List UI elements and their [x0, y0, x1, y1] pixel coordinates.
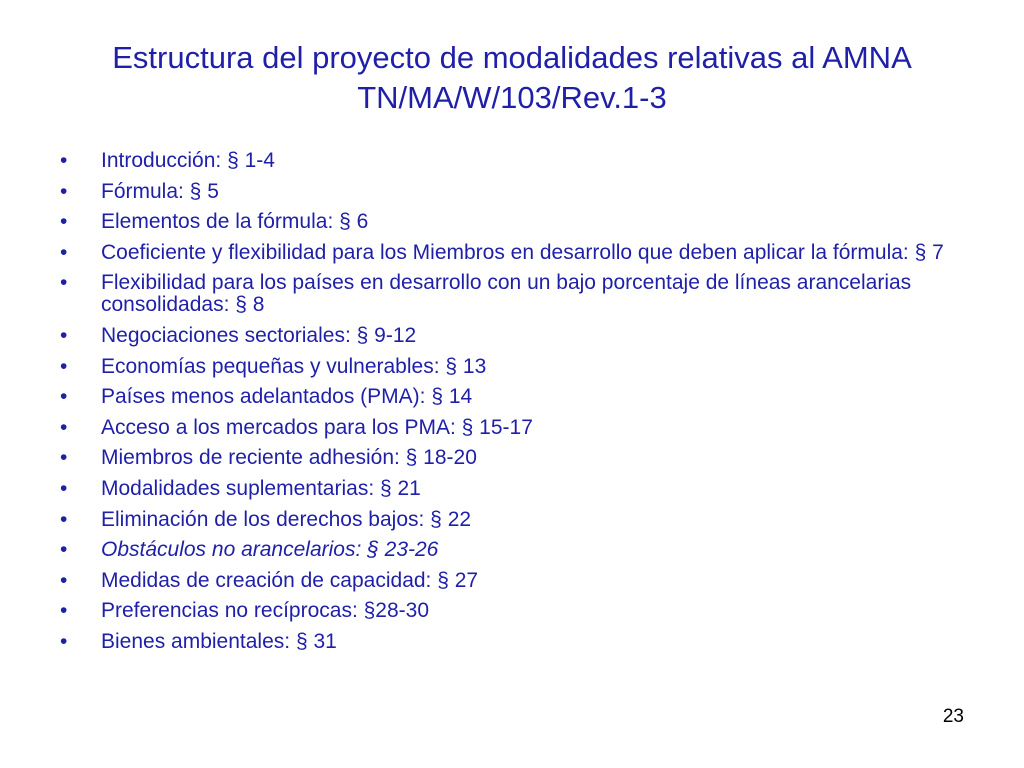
bullet-item [60, 509, 980, 531]
bullet-text: Economías pequeñas y vulnerables: § 13 [101, 354, 487, 378]
bullet-item [60, 447, 980, 469]
title-line-2: TN/MA/W/103/Rev.1-3 [357, 80, 667, 115]
bullet-item [60, 242, 980, 264]
bullet-icon: • [60, 476, 68, 500]
bullet-text: Bienes ambientales: § 31 [101, 629, 337, 653]
bullet-text: Flexibilidad para los países en desarrollo con un bajo porcentaje de líneas arancelarias consolidadas: § 8 [101, 271, 912, 317]
bullet-icon: • [60, 568, 68, 592]
bullet-icon: • [60, 149, 68, 172]
page-number: 23 [942, 706, 964, 727]
bullet-text: Países menos adelantados (PMA): § 14 [101, 385, 473, 409]
bullet-icon: • [60, 385, 68, 409]
bullet-icon: • [60, 179, 68, 203]
bullet-item [60, 539, 980, 561]
bullet-text: Eliminación de los derechos bajos: § 22 [101, 507, 472, 531]
bullet-text: Modalidades suplementarias: § 21 [101, 476, 421, 500]
bullet-icon: • [60, 415, 68, 439]
slide-title [40, 38, 984, 118]
bullet-item [60, 631, 980, 653]
title-line-1: Estructura del proyecto de modalidades relativas al AMNA [112, 40, 912, 75]
bullet-item [60, 570, 980, 592]
bullet-text: Miembros de reciente adhesión: § 18-20 [101, 446, 477, 470]
bullet-text: Medidas de creación de capacidad: § 27 [101, 568, 479, 592]
bullet-text: Obstáculos no arancelarios: § 23-26 [101, 538, 439, 562]
bullet-icon: • [60, 629, 68, 653]
bullet-icon: • [60, 240, 68, 264]
bullet-text: Negociaciones sectoriales: § 9-12 [101, 323, 417, 347]
bullet-item [60, 478, 980, 500]
bullet-icon: • [60, 599, 68, 623]
bullet-item [60, 272, 980, 316]
bullet-item [60, 600, 980, 622]
bullet-item [60, 386, 980, 408]
bullet-item [60, 181, 980, 203]
bullet-text: Acceso a los mercados para los PMA: § 15-17 [101, 415, 533, 439]
bullet-text: Coeficiente y flexibilidad para los Miembros en desarrollo que deben aplicar la fórmula: § 7 [101, 240, 944, 264]
bullet-icon: • [60, 210, 68, 234]
bullet-item [60, 150, 980, 172]
bullet-item [60, 211, 980, 233]
bullet-icon: • [60, 271, 68, 295]
bullet-icon: • [60, 354, 68, 378]
bullet-item [60, 356, 980, 378]
bullet-icon: • [60, 446, 68, 470]
bullet-text: Fórmula: § 5 [101, 179, 219, 203]
bullet-text: Introducción: § 1-4 [101, 149, 275, 172]
bullet-icon: • [60, 323, 68, 347]
bullet-icon: • [60, 507, 68, 531]
bullet-text: Preferencias no recíprocas: §28-30 [101, 599, 430, 623]
bullet-list [60, 150, 980, 662]
bullet-text: Elementos de la fórmula: § 6 [101, 210, 369, 234]
bullet-item [60, 325, 980, 347]
bullet-icon: • [60, 538, 68, 562]
bullet-item [60, 417, 980, 439]
